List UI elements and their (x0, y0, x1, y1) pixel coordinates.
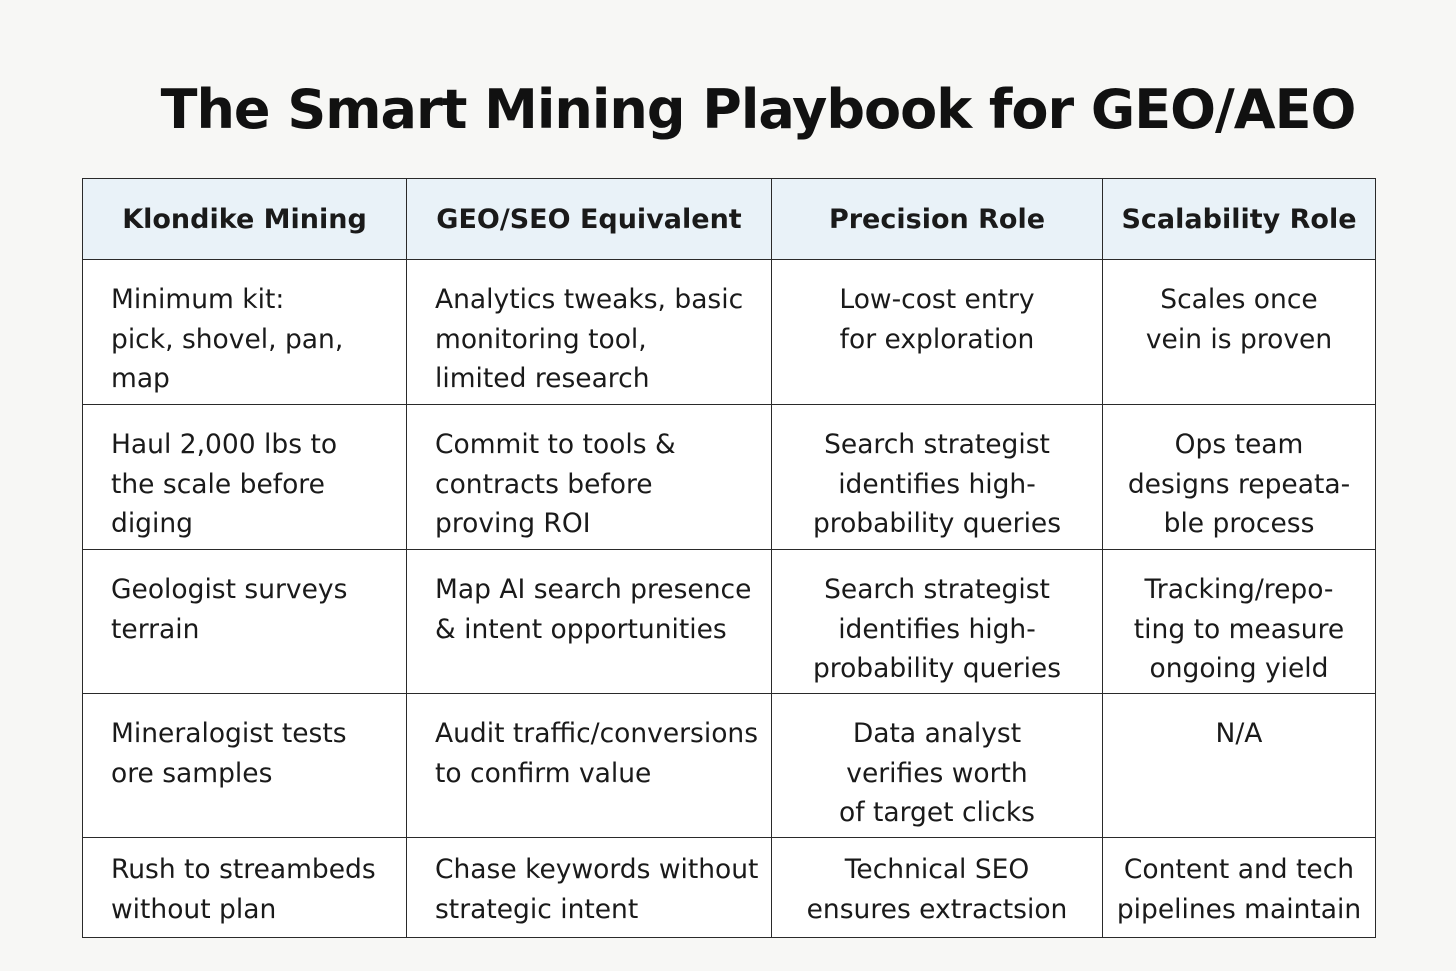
table-row (83, 694, 1376, 838)
table-cell-mining (83, 405, 407, 550)
cell-text: Map AI search presence & intent opportunities (435, 574, 752, 645)
table-cell-scalability (1103, 838, 1376, 938)
cell-text: Chase keywords without strategic intent (435, 854, 759, 925)
cell-text: Search strategist identifies high- probability queries (812, 429, 1062, 539)
table-row (83, 260, 1376, 405)
header-geo-seo-equivalent: GEO/SEO Equivalent (407, 179, 772, 260)
playbook-table (82, 178, 1376, 938)
cell-text: Scales once vein is proven (1145, 284, 1333, 355)
table-cell-geo (407, 260, 772, 405)
table-cell-scalability (1103, 694, 1376, 838)
cell-text: Ops team designs repeata- ble process (1127, 429, 1351, 539)
cell-text: Low-cost entry for exploration (839, 284, 1035, 355)
cell-text: Haul 2,000 lbs to the scale before diging (111, 429, 338, 539)
table-cell-scalability (1103, 405, 1376, 550)
cell-text: Content and tech pipelines maintain (1116, 854, 1362, 925)
table-cell-geo (407, 550, 772, 694)
header-klondike-mining: Klondike Mining (83, 179, 407, 260)
page-title: The Smart Mining Playbook for GEO/AEO (160, 78, 1356, 141)
header-scalability-role: Scalability Role (1103, 179, 1376, 260)
table-cell-precision (772, 405, 1103, 550)
table-row (83, 405, 1376, 550)
cell-text: Data analyst verifies worth of target clicks (839, 718, 1035, 828)
cell-text: N/A (1215, 718, 1263, 749)
table-header-row (83, 179, 1376, 260)
cell-text: Rush to streambeds without plan (111, 854, 376, 925)
table-cell-mining (83, 838, 407, 938)
table-cell-geo (407, 405, 772, 550)
table-cell-precision (772, 550, 1103, 694)
table-cell-mining (83, 550, 407, 694)
table-cell-geo (407, 838, 772, 938)
cell-text: Commit to tools & contracts before proving ROI (435, 429, 676, 539)
table-cell-precision (772, 694, 1103, 838)
cell-text: Analytics tweaks, basic monitoring tool, limited research (435, 284, 744, 394)
table-cell-scalability (1103, 550, 1376, 694)
table-cell-mining (83, 260, 407, 405)
cell-text: Tracking/repo- ting to measure ongoing yield (1133, 574, 1345, 684)
cell-text: Minimum kit: pick, shovel, pan, map (111, 284, 344, 394)
cell-text: Mineralogist tests ore samples (111, 718, 347, 789)
table-cell-geo (407, 694, 772, 838)
table-row (83, 838, 1376, 938)
table-cell-precision (772, 838, 1103, 938)
cell-text: Technical SEO ensures extractsion (806, 854, 1068, 925)
header-precision-role: Precision Role (772, 179, 1103, 260)
cell-text: Geologist surveys terrain (111, 574, 348, 645)
table-cell-mining (83, 694, 407, 838)
table-cell-scalability (1103, 260, 1376, 405)
cell-text: Audit traffic/conversions to confirm value (435, 718, 759, 789)
table-row (83, 550, 1376, 694)
table-cell-precision (772, 260, 1103, 405)
cell-text: Search strategist identifies high- probability queries (812, 574, 1062, 684)
